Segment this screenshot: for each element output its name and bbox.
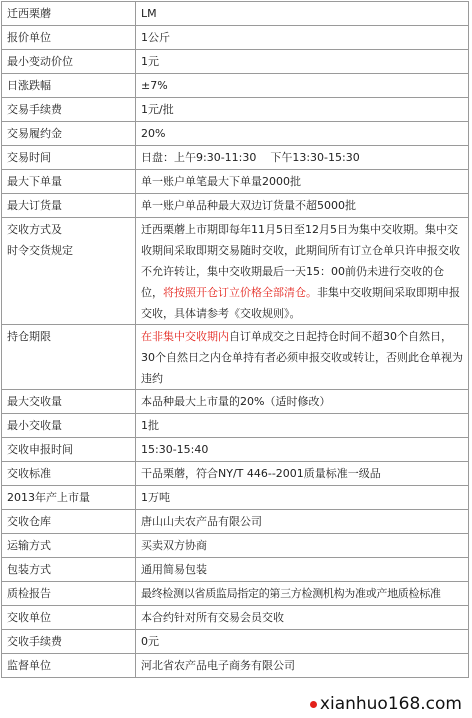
row-key: 交收标准 (2, 462, 136, 486)
table-row (2, 170, 469, 194)
row-key: 最小变动价位 (2, 50, 136, 74)
row-value: 日盘：上午9:30-11:30 下午13:30-15:30 (136, 146, 469, 170)
delivery-method-key-line1: 交收方式及 (7, 223, 62, 236)
row-key: 质检报告 (2, 582, 136, 606)
row-key: 交收手续费 (2, 630, 136, 654)
contract-spec-table (1, 1, 469, 678)
delivery-method-highlight: 将按照开仓订立价格全部清仓。 (163, 286, 317, 299)
delivery-method-text-b: 非集中交收期间采取即期申报交收，具体请参考《交收规则》。 (141, 286, 460, 320)
watermark-text: xianhuo168.com (319, 694, 462, 714)
row-value: 单一账户单品种最大双边订货量不超5000批 (136, 194, 469, 218)
table-row (2, 486, 469, 510)
row-key: 监督单位 (2, 654, 136, 678)
row-key: 交收单位 (2, 606, 136, 630)
row-value: 15:30-15:40 (136, 438, 469, 462)
table-row (2, 582, 469, 606)
row-key: 包装方式 (2, 558, 136, 582)
row-value: 1批 (136, 414, 469, 438)
row-value: 1万吨 (136, 486, 469, 510)
table-row (2, 26, 469, 50)
row-value: LM (136, 2, 469, 26)
row-value: 最终检测以省质监局指定的第三方检测机构为准或产地质检标准 (136, 582, 469, 606)
table-row (2, 2, 469, 26)
row-key: 日涨跌幅 (2, 74, 136, 98)
holding-period-key: 持仓期限 (2, 325, 136, 390)
row-key: 最大订货量 (2, 194, 136, 218)
table-row (2, 630, 469, 654)
row-key: 迁西栗蘑 (2, 2, 136, 26)
row-value: 河北省农产品电子商务有限公司 (136, 654, 469, 678)
table-row (2, 390, 469, 414)
table-row (2, 462, 469, 486)
delivery-method-value (136, 218, 469, 325)
row-value: 通用简易包装 (136, 558, 469, 582)
holding-period-row (2, 325, 469, 390)
delivery-method-key (2, 218, 136, 325)
row-key: 交易时间 (2, 146, 136, 170)
row-value: 本合约针对所有交易会员交收 (136, 606, 469, 630)
table-row (2, 510, 469, 534)
row-value: ±7% (136, 74, 469, 98)
table-row (2, 50, 469, 74)
holding-period-value (136, 325, 469, 390)
table-row (2, 414, 469, 438)
row-key: 交易履约金 (2, 122, 136, 146)
site-watermark (306, 694, 466, 714)
table-row (2, 98, 469, 122)
row-key: 运输方式 (2, 534, 136, 558)
row-key: 最大下单量 (2, 170, 136, 194)
row-value: 1公斤 (136, 26, 469, 50)
table-row (2, 558, 469, 582)
row-key: 报价单位 (2, 26, 136, 50)
row-key: 交收仓库 (2, 510, 136, 534)
holding-period-highlight: 在非集中交收期内 (141, 330, 229, 343)
delivery-method-key-line2: 时令交货规定 (7, 244, 73, 257)
row-value: 单一账户单笔最大下单量2000批 (136, 170, 469, 194)
row-value: 20% (136, 122, 469, 146)
table-row (2, 438, 469, 462)
row-value: 1元 (136, 50, 469, 74)
table-row (2, 654, 469, 678)
table-row (2, 74, 469, 98)
row-key: 最小交收量 (2, 414, 136, 438)
table-row (2, 146, 469, 170)
row-value: 唐山山夫农产品有限公司 (136, 510, 469, 534)
row-key: 最大交收量 (2, 390, 136, 414)
watermark-dot-icon (310, 701, 317, 708)
row-value: 0元 (136, 630, 469, 654)
holding-period-text: 自订单成交之日起持仓时间不超30个自然日，30个自然日之内仓单持有者必须申报交收或转让，否则此仓单视为违约 (141, 330, 463, 385)
row-value: 本品种最大上市量的20%（适时修改） (136, 390, 469, 414)
table-row (2, 122, 469, 146)
table-row (2, 534, 469, 558)
row-value: 干品栗蘑，符合NY/T 446--2001质量标准一级品 (136, 462, 469, 486)
table-row (2, 606, 469, 630)
row-value: 1元/批 (136, 98, 469, 122)
delivery-method-text-a: 迁西栗蘑上市期即每年11月5日至12月5日为集中交收期。集中交收期间采取即期交易随时交收，此期间所有订立仓单只许申报交收不允许转让，集中交收期最后一天15：00前仍未进行交收的仓位， (141, 223, 460, 299)
row-key: 交收申报时间 (2, 438, 136, 462)
row-key: 交易手续费 (2, 98, 136, 122)
row-key: 2013年产上市量 (2, 486, 136, 510)
row-value: 买卖双方协商 (136, 534, 469, 558)
table-row (2, 194, 469, 218)
delivery-method-row (2, 218, 469, 325)
